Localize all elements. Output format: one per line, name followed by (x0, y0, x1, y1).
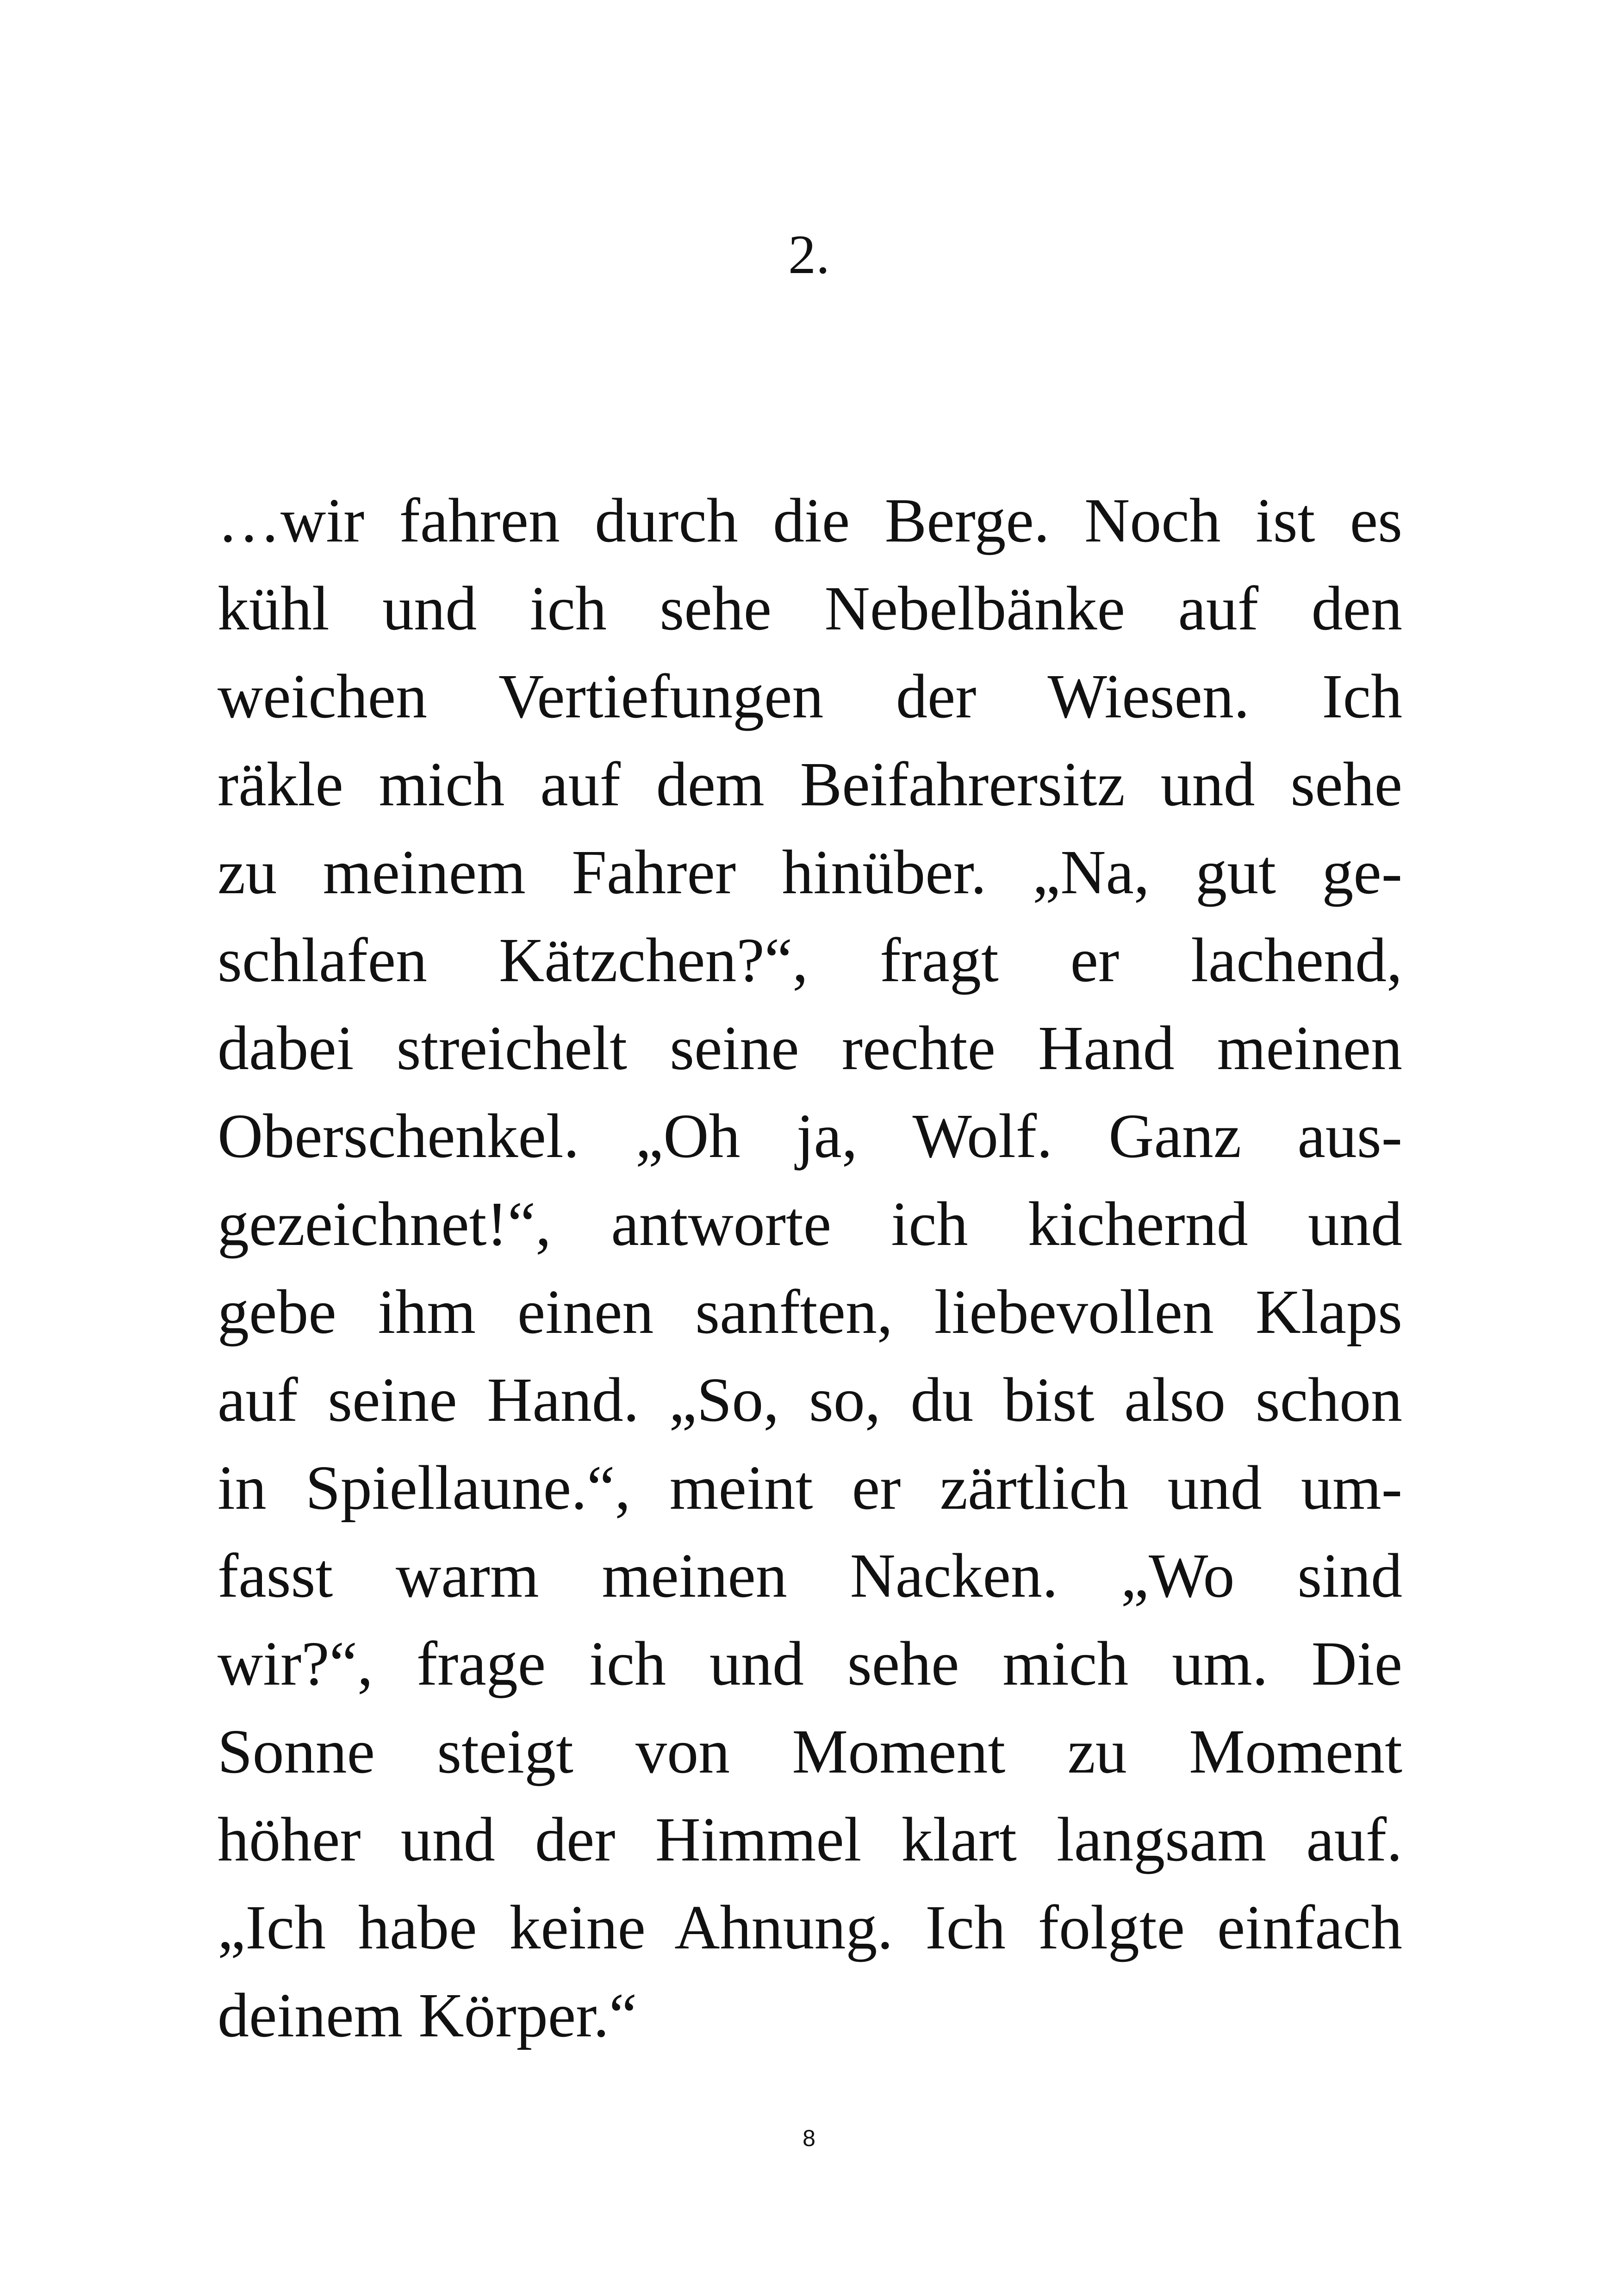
text-line: …wir fahren durch die Berge. Noch ist es (218, 486, 1402, 555)
text-line-last: deinem Körper.“ (218, 1981, 637, 2050)
text-line: höher und der Himmel klart langsam auf. (218, 1805, 1402, 1874)
text-line: wir?“, frage ich und sehe mich um. Die (218, 1629, 1402, 1699)
page-number: 8 (803, 2125, 815, 2151)
text-line: fasst warm meinen Nacken. „Wo sind (218, 1541, 1402, 1611)
text-line: kühl und ich sehe Nebelbänke auf den (218, 574, 1402, 643)
text-line: in Spiellaune.“, meint er zärtlich und um- (218, 1453, 1402, 1523)
text-line: gebe ihm einen sanften, liebevollen Klaps (218, 1277, 1402, 1347)
text-line: räkle mich auf dem Beifahrersitz und sehe (218, 750, 1402, 819)
text-line: dabei streichelt seine rechte Hand meinen (218, 1014, 1402, 1083)
text-line: Oberschenkel. „Oh ja, Wolf. Ganz aus- (218, 1101, 1402, 1171)
text-line: Sonne steigt von Moment zu Moment (218, 1717, 1402, 1786)
text-line: gezeichnet!“, antworte ich kichernd und (218, 1189, 1402, 1259)
text-line: weichen Vertiefungen der Wiesen. Ich (218, 662, 1402, 731)
text-line: auf seine Hand. „So, so, du bist also schon (218, 1365, 1402, 1435)
text-line: „Ich habe keine Ahnung. Ich folgte einfach (218, 1893, 1402, 1962)
body-text (218, 477, 1402, 2060)
text-line: zu meinem Fahrer hinüber. „Na, gut ge- (218, 838, 1402, 907)
text-line: schlafen Kätzchen?“, fragt er lachend, (218, 926, 1402, 995)
chapter-number: 2. (788, 224, 830, 285)
